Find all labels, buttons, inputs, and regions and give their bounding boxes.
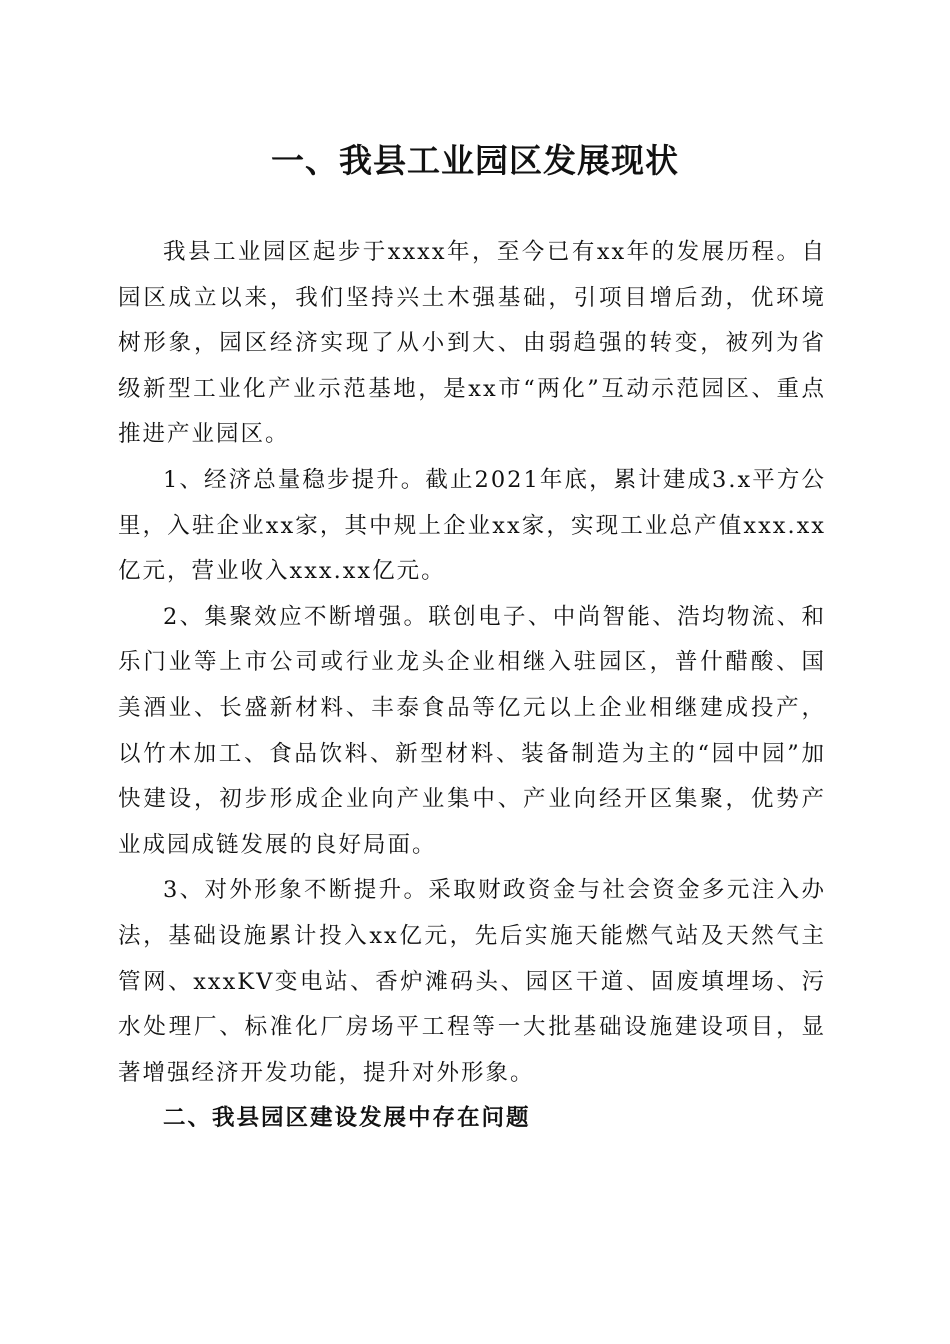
intro-paragraph: 我县工业园区起步于xxxx年，至今已有xx年的发展历程。自园区成立以来，我们坚持兴土木强基础，引项目增后劲，优环境树形象，园区经济实现了从小到大、由弱趋强的转变，被列为省级新型工业化产业示范基地，是xx市“两化”互动示范园区、重点推进产业园区。 — [118, 239, 826, 448]
section-two-heading: 二、我县园区建设发展中存在问题 — [163, 1105, 531, 1132]
paragraph-external-image: 3、对外形象不断提升。采取财政资金与社会资金多元注入办法，基础设施累计投入xx亿元，先后实施天能燃气站及天然气主管网、xxxKV变电站、香炉滩码头、园区干道、固废填埋场、污水处理厂、标准化厂房场平工程等一大批基础设施建设项目，显著增强经济开发功能，提升对外形象。 — [118, 877, 826, 1086]
paragraph-cluster-effect: 2、集聚效应不断增强。联创电子、中尚智能、浩均物流、和乐门业等上市公司或行业龙头企业相继入驻园区，普什醋酸、国美酒业、长盛新材料、丰泰食品等亿元以上企业相继建成投产，以竹木加工、食品饮料、新型材料、装备制造为主的“园中园”加快建设，初步形成企业向产业集中、产业向经开区集聚，优势产业成园成链发展的良好局面。 — [118, 603, 826, 858]
document-title: 一、我县工业园区发展现状 — [271, 141, 679, 180]
document-body — [118, 230, 826, 1142]
paragraph-economic-growth: 1、经济总量稳步提升。截止2021年底，累计建成3.x平方公里，入驻企业xx家，其中规上企业xx家，实现工业总产值xxx.xx亿元，营业收入xxx.xx亿元。 — [118, 466, 826, 585]
